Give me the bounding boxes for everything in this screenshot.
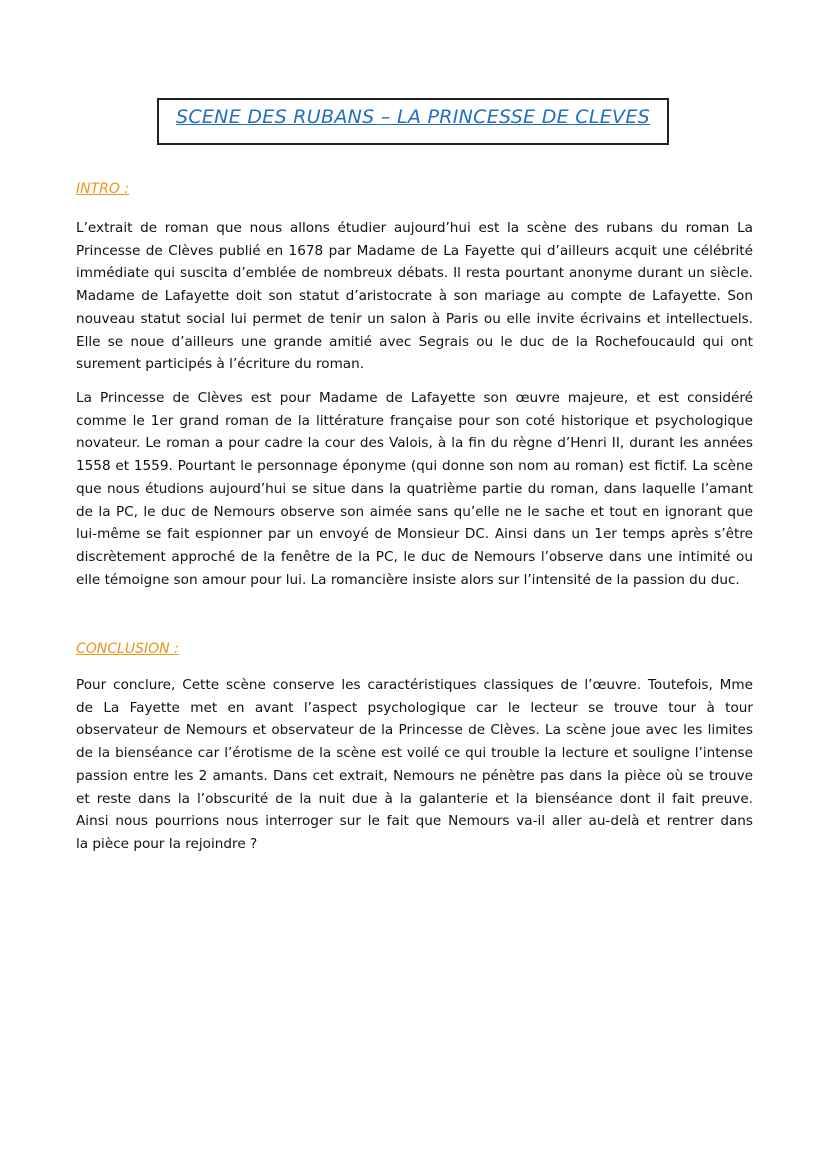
text-line: que nous étudions aujourd’hui se situe dans la quatrième partie du roman, dans laquelle l’amant bbox=[76, 480, 753, 497]
text-line: comme le 1er grand roman de la littérature française pour son coté historique et psychologique bbox=[76, 412, 753, 429]
text-line: 1558 et 1559. Pourtant le personnage éponyme (qui donne son nom au roman) est fictif. La scène bbox=[76, 458, 753, 475]
text-line: de La Fayette met en avant l’aspect psychologique car le lecteur se trouve tour à tour bbox=[76, 699, 753, 716]
conclusion-paragraph bbox=[76, 674, 753, 856]
text-line: novateur. Le roman a pour cadre la cour des Valois, à la fin du règne d’Henri II, durant les années bbox=[76, 435, 753, 452]
text-line: Princesse de Clèves publié en 1678 par Madame de La Fayette qui d’ailleurs acquit une célébrité bbox=[76, 242, 753, 259]
text-line: elle témoigne son amour pour lui. La romancière insiste alors sur l’intensité de la passion du duc. bbox=[76, 571, 740, 588]
text-line: La Princesse de Clèves est pour Madame de Lafayette son œuvre majeure, et est considéré bbox=[76, 390, 753, 406]
conclusion-heading: CONCLUSION : bbox=[76, 641, 179, 657]
intro-paragraph-2 bbox=[76, 387, 753, 591]
text-line: Pour conclure, Cette scène conserve les caractéristiques classiques de l’œuvre. Toutefois, Mme bbox=[76, 677, 753, 693]
text-line: L’extrait de roman que nous allons étudier aujourd’hui est la scène des rubans du roman La bbox=[76, 220, 753, 236]
text-line: Elle se noue d’ailleurs une grande amitié avec Segrais ou le duc de la Rochefoucauld qui ont bbox=[76, 333, 753, 350]
text-line: discrètement approché de la fenêtre de la PC, le duc de Nemours l’observe dans une intimité ou bbox=[76, 548, 753, 565]
text-line: observateur de Nemours et observateur de la Princesse de Clèves. La scène joue avec les limites bbox=[76, 722, 753, 739]
text-line: de la bienséance car l’érotisme de la scène est voilé ce qui trouble la lecture et souligne l’intense bbox=[76, 745, 753, 762]
document-title: SCENE DES RUBANS – LA PRINCESSE DE CLEVES bbox=[175, 106, 651, 128]
text-line: et reste dans la l’obscurité de la nuit due à la galanterie et la bienséance dont il fait preuve. bbox=[76, 790, 753, 807]
text-line: la pièce pour la rejoindre ? bbox=[76, 835, 258, 852]
text-line: Madame de Lafayette doit son statut d’aristocrate à son mariage au compte de Lafayette. Son bbox=[76, 288, 753, 305]
text-line: Ainsi nous pourrions nous interroger sur le fait que Nemours va-il aller au-delà et rentrer dans bbox=[76, 813, 753, 830]
text-line: surement participés à l’écriture du roman. bbox=[76, 356, 365, 373]
intro-paragraph-1 bbox=[76, 217, 753, 376]
text-line: nouveau statut social lui permet de tenir un salon à Paris ou elle invite écrivains et intellectuels. bbox=[76, 310, 753, 327]
text-line: lui-même se fait espionner par un envoyé de Monsieur DC. Ainsi dans un 1er temps après s’être bbox=[76, 526, 753, 543]
text-line: de la PC, le duc de Nemours observe son aimée sans qu’elle ne le sache et tout en ignorant que bbox=[76, 503, 753, 520]
text-line: passion entre les 2 amants. Dans cet extrait, Nemours ne pénètre pas dans la pièce où se trouve bbox=[76, 767, 753, 784]
title-box bbox=[157, 98, 669, 145]
text-line: immédiate qui suscita d’emblée de nombreux débats. Il resta pourtant anonyme durant un siècle. bbox=[76, 265, 753, 282]
intro-heading: INTRO : bbox=[76, 181, 130, 197]
